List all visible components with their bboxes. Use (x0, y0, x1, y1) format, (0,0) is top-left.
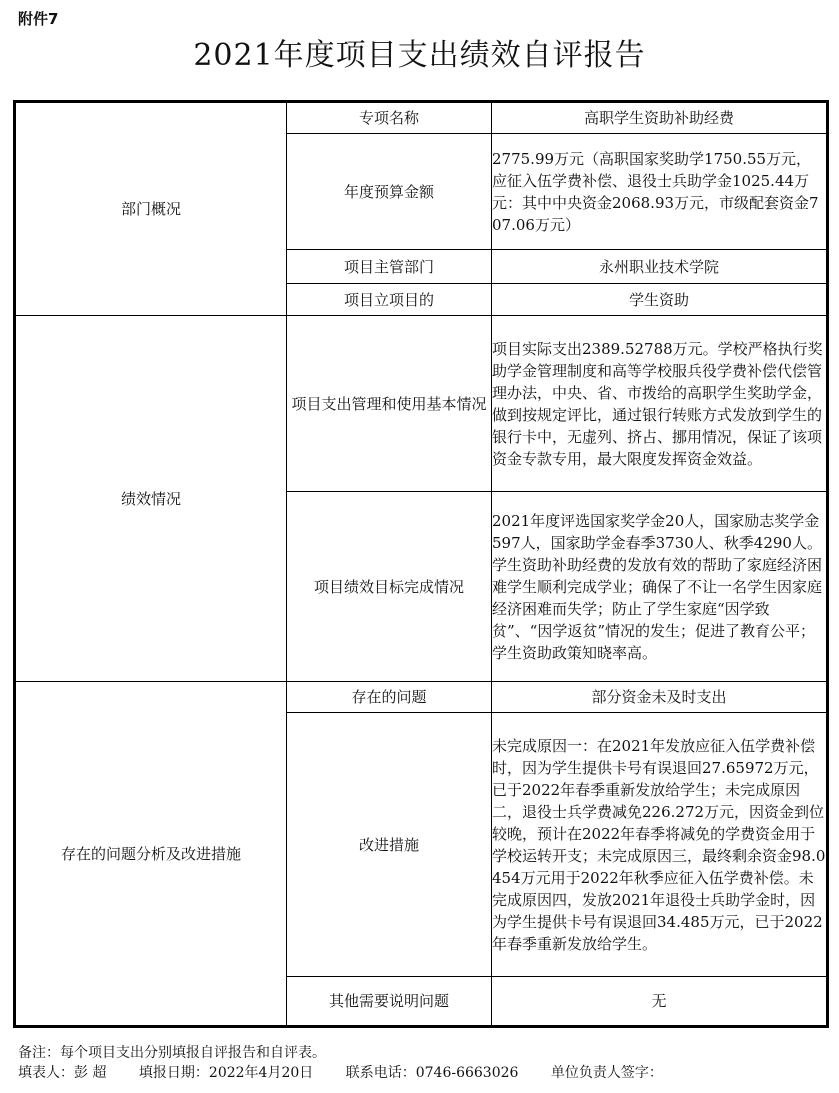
footer-info-row (18, 1063, 691, 1083)
project-name-value: 高职学生资助补助经费 (492, 102, 828, 134)
manager-dept-value: 永州职业技术学院 (492, 250, 828, 284)
goals-label: 项目绩效目标完成情况 (287, 492, 492, 682)
section-dept-overview: 部门概况 (15, 102, 287, 316)
manager-dept-label: 项目主管部门 (287, 250, 492, 284)
report-title: 2021年度项目支出绩效自评报告 (193, 38, 646, 73)
project-name-label: 专项名称 (287, 102, 492, 134)
budget-value: 2775.99万元（高职国家奖助学1750.55万元，应征入伍学费补偿、退役士兵助学金1025.44万元：其中中央资金2068.93万元，市级配套资金707.06万元） (492, 134, 828, 250)
report-table (13, 100, 829, 1028)
measures-label: 改进措施 (287, 713, 492, 977)
footer-remark: 备注：每个项目支出分别填报自评报告和自评表。 (18, 1045, 326, 1061)
purpose-label: 项目立项目的 (287, 284, 492, 316)
budget-label: 年度预算金额 (287, 134, 492, 250)
other-value: 无 (492, 977, 828, 1027)
signature-label: 单位负责人签字： (550, 1065, 663, 1081)
problems-value: 部分资金未及时支出 (492, 682, 828, 713)
filler-name: 填表人：彭 超 (18, 1065, 107, 1081)
management-value: 项目实际支出2389.52788万元。学校严格执行奖助学金管理制度和高等学校服兵役学费补偿代偿管理办法，中央、省、市拨给的高职学生奖助学金，做到按规定评比，通过银行转账方式发放到学生的银行卡中，无虚列、挤占、挪用情况，保证了该项资金专款专用，最大限度发挥资金效益。 (492, 316, 828, 492)
attachment-label: 附件7 (18, 10, 59, 28)
footer-notes (18, 1043, 691, 1083)
purpose-value: 学生资助 (492, 284, 828, 316)
measures-value: 未完成原因一：在2021年发放应征入伍学费补偿时，因为学生提供卡号有误退回27.65972万元，已于2022年春季重新发放给学生；未完成原因二，退役士兵学费减免226.272万元，因资金到位较晚，预计在2022年春季将减免的学费资金用于学校运转开支；未完成原因三，最终剩余资金98.0454万元用于2022年秋季应征入伍学费补偿。未完成原因四，发放2021年退役士兵助学金时，因为学生提供卡号有误退回34.485万元，已于2022年春季重新发放给学生。 (492, 713, 828, 977)
section-performance: 绩效情况 (15, 316, 287, 682)
contact-phone: 联系电话：0746-6663026 (345, 1065, 519, 1081)
section-analysis: 存在的问题分析及改进措施 (15, 682, 287, 1027)
problems-label: 存在的问题 (287, 682, 492, 713)
goals-value: 2021年度评选国家奖学金20人，国家励志奖学金597人，国家助学金春季3730人、秋季4290人。学生资助补助经费的发放有效的帮助了家庭经济困难学生顺利完成学业；确保了不让一名学生因家庭经济困难而失学；防止了学生家庭“因学致贫”、“因学返贫”情况的发生；促进了教育公平；学生资助政策知晓率高。 (492, 492, 828, 682)
fill-date: 填报日期：2022年4月20日 (138, 1065, 314, 1081)
management-label: 项目支出管理和使用基本情况 (287, 316, 492, 492)
other-label: 其他需要说明问题 (287, 977, 492, 1027)
